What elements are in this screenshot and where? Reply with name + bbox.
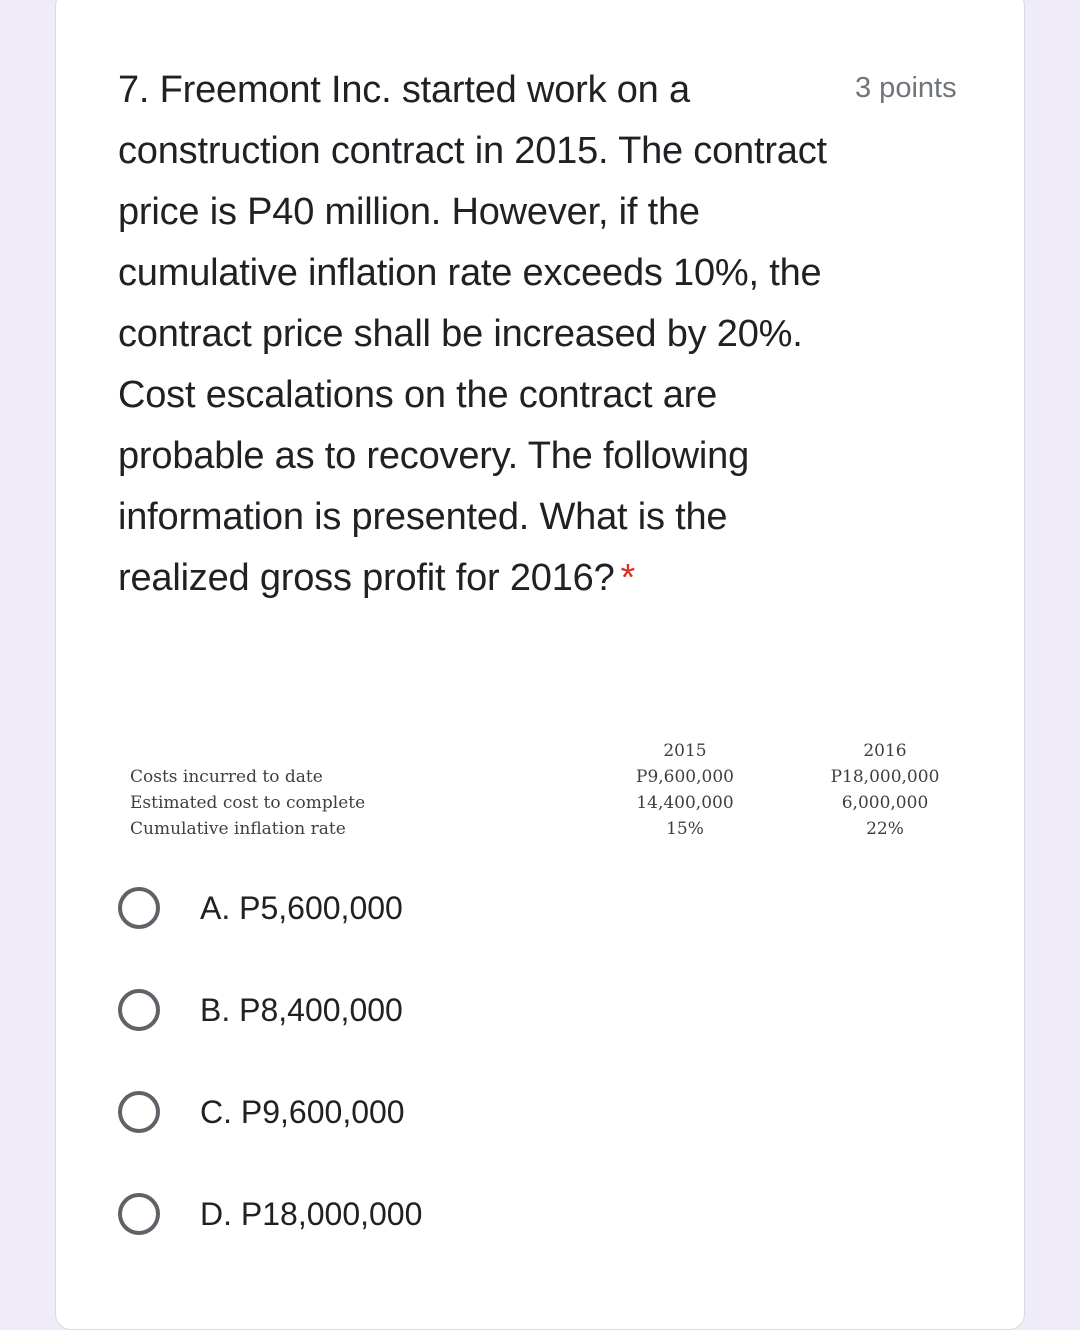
option-a[interactable] [118,882,403,934]
option-a-label[interactable]: A. P5,600,000 [200,889,403,926]
option-c-label[interactable]: C. P9,600,000 [200,1093,405,1130]
column-header-2016: 2016 [863,741,907,761]
required-asterisk: * [620,557,636,599]
cell-estimated-cost-2015: 14,400,000 [636,793,734,813]
cell-estimated-cost-2016: 6,000,000 [841,793,929,813]
option-d[interactable] [118,1188,422,1240]
cell-costs-incurred-2016: P18,000,000 [830,767,940,787]
radio-button-b[interactable] [118,989,160,1031]
row-label-estimated-cost: Estimated cost to complete [130,793,366,813]
cell-inflation-rate-2016: 22% [866,819,904,839]
question-text: 7. Freemont Inc. started work on a construction contract in 2015. The contract price is P40 million. However, if the cumulative inflation rate exceeds 10%, the contract price shall be increased by 20%. Cost escalations on the contract are probable as to recovery. The following information is presented. What is the realized gross profit for 2016? [118,69,827,599]
row-label-inflation-rate: Cumulative inflation rate [130,819,346,839]
radio-button-d[interactable] [118,1193,160,1235]
option-b-label[interactable]: B. P8,400,000 [200,991,403,1028]
option-b[interactable] [118,984,403,1036]
radio-button-a[interactable] [118,887,160,929]
points-label: 3 points [855,72,957,104]
cell-inflation-rate-2015: 15% [666,819,704,839]
option-d-label[interactable]: D. P18,000,000 [200,1195,423,1232]
contract-data-table [118,738,958,848]
option-c[interactable] [118,1086,405,1138]
column-header-2015: 2015 [663,741,707,761]
radio-button-c[interactable] [118,1091,160,1133]
question-title [118,60,848,609]
row-label-costs-incurred: Costs incurred to date [130,767,323,787]
cell-costs-incurred-2015: P9,600,000 [636,767,734,787]
